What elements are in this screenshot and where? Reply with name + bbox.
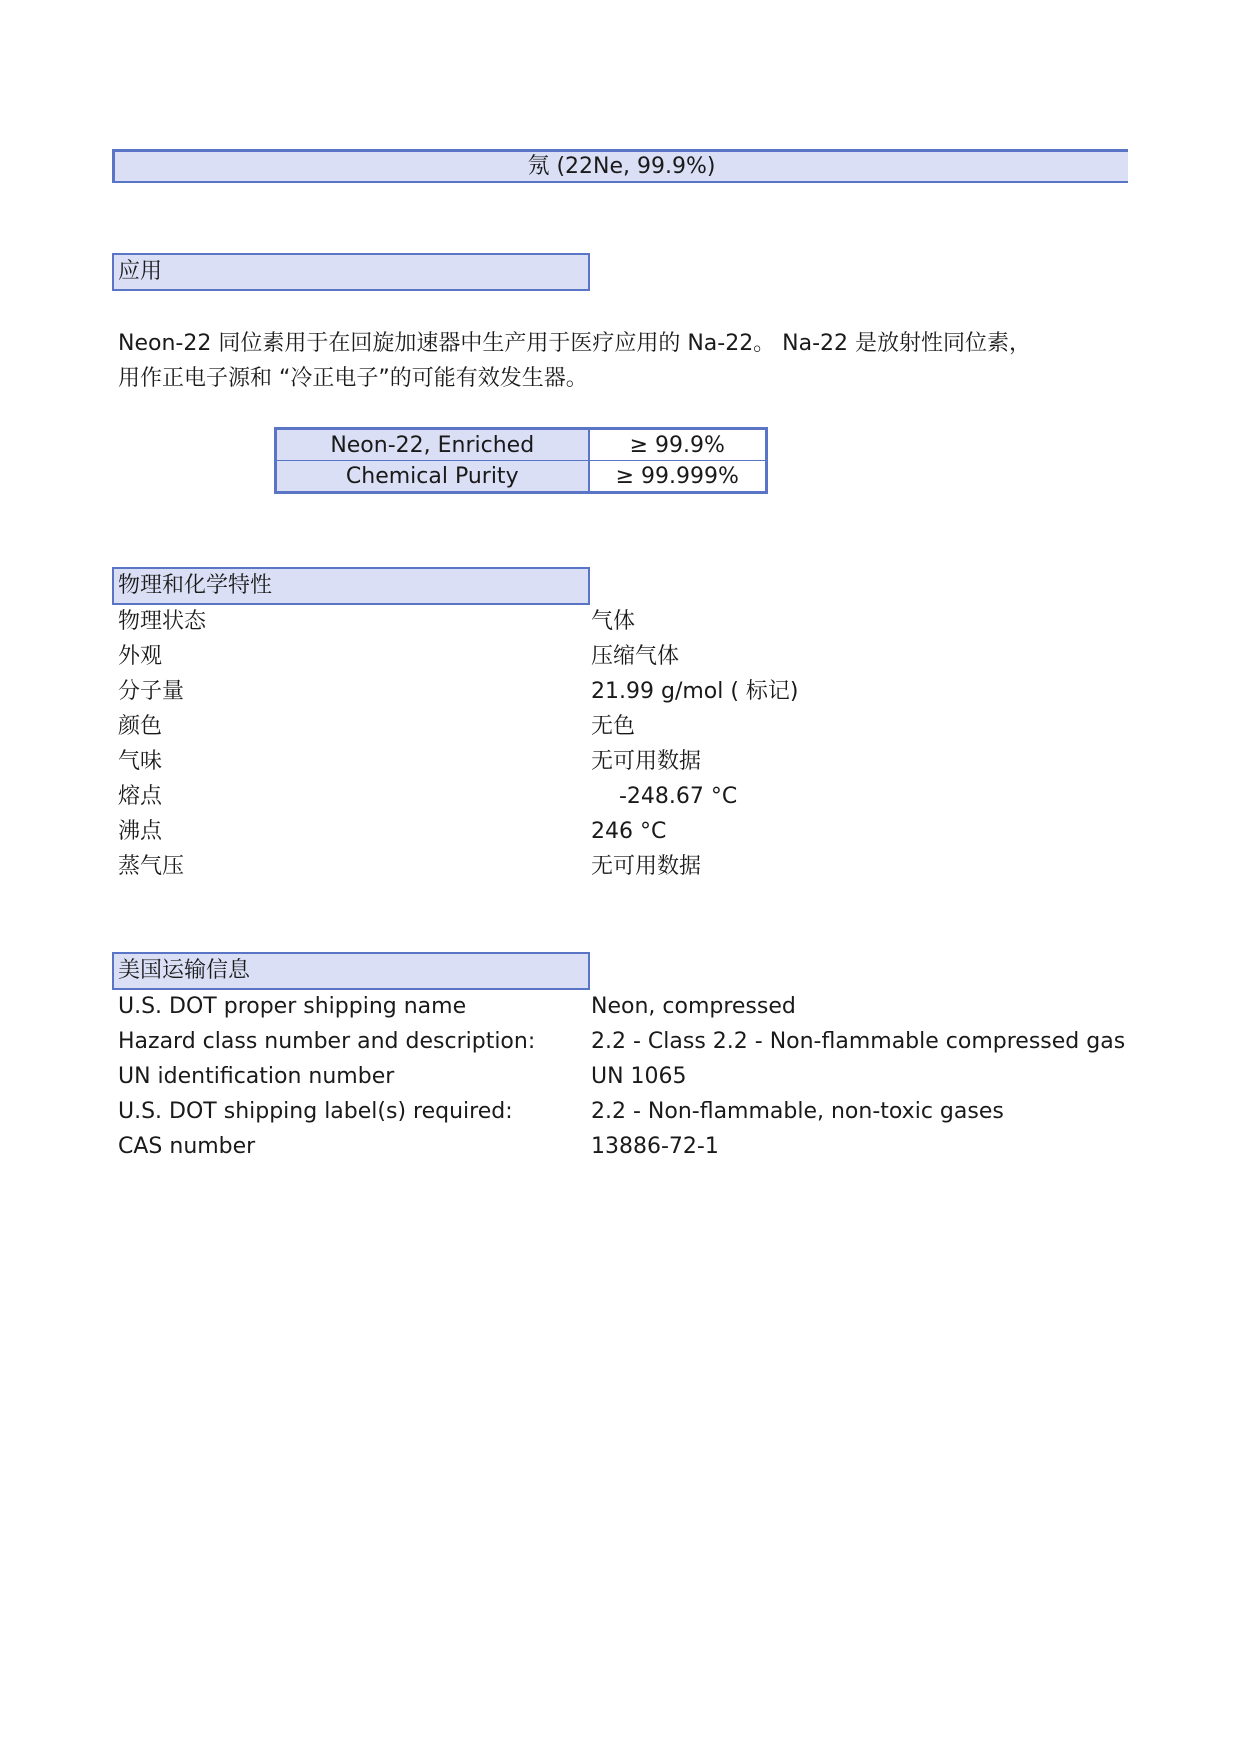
property-value: 压缩气体 xyxy=(591,644,680,669)
property-key: 颜色 xyxy=(118,714,163,739)
property-row xyxy=(118,674,1134,709)
property-row xyxy=(118,814,1134,849)
property-value: 无可用数据 xyxy=(591,854,702,879)
shipping-key: Hazard class number and description: xyxy=(118,1029,536,1054)
property-row xyxy=(118,604,1134,639)
shipping-value: 2.2 - Class 2.2 - Non-flammable compressed gas xyxy=(591,1029,1126,1054)
property-key: 分子量 xyxy=(118,679,185,704)
properties-list xyxy=(118,604,1134,884)
property-key: 外观 xyxy=(118,644,163,669)
shipping-header: 美国运输信息 xyxy=(112,952,590,990)
spec-row xyxy=(276,461,767,493)
shipping-value: UN 1065 xyxy=(591,1064,687,1089)
shipping-list xyxy=(118,989,1134,1164)
shipping-key: UN identification number xyxy=(118,1064,395,1089)
spec-label: Chemical Purity xyxy=(276,461,589,493)
shipping-key: U.S. DOT proper shipping name xyxy=(118,994,467,1019)
property-row xyxy=(118,744,1134,779)
applications-header: 应用 xyxy=(112,253,590,291)
shipping-value: 13886-72-1 xyxy=(591,1134,719,1159)
shipping-row xyxy=(118,1024,1134,1059)
shipping-key: CAS number xyxy=(118,1134,256,1159)
property-key: 蒸气压 xyxy=(118,854,185,879)
applications-text: Neon-22 同位素用于在回旋加速器中生产用于医疗应用的 Na-22。 Na-22 是放射性同位素， 用作正电子源和 “冷正电子”的可能有效发生器。 xyxy=(118,331,1032,391)
property-key: 熔点 xyxy=(118,784,163,809)
document-title: 氖 (22Ne, 99.9%) xyxy=(112,149,1128,183)
spec-value: ≥ 99.999% xyxy=(589,461,767,493)
property-row xyxy=(118,849,1134,884)
property-value: 气体 xyxy=(591,609,636,634)
spec-row xyxy=(276,429,767,461)
property-value: 21.99 g/mol ( 标记) xyxy=(591,679,799,704)
property-row xyxy=(118,709,1134,744)
shipping-key: U.S. DOT shipping label(s) required: xyxy=(118,1099,513,1124)
spec-label: Neon-22, Enriched xyxy=(276,429,589,461)
property-key: 沸点 xyxy=(118,819,163,844)
property-value: 无色 xyxy=(591,714,636,739)
properties-header: 物理和化学特性 xyxy=(112,567,590,605)
property-key: 物理状态 xyxy=(118,609,207,634)
property-value: -248.67 °C xyxy=(591,784,738,809)
shipping-value: Neon, compressed xyxy=(591,994,796,1019)
spec-table xyxy=(274,427,768,494)
shipping-value: 2.2 - Non-flammable, non-toxic gases xyxy=(591,1099,1004,1124)
property-row xyxy=(118,639,1134,674)
property-value: 无可用数据 xyxy=(591,749,702,774)
shipping-row xyxy=(118,1094,1134,1129)
spec-value: ≥ 99.9% xyxy=(589,429,767,461)
property-row xyxy=(118,779,1134,814)
property-key: 气味 xyxy=(118,749,163,774)
property-value: 246 °C xyxy=(591,819,667,844)
shipping-row xyxy=(118,1059,1134,1094)
shipping-row xyxy=(118,989,1134,1024)
shipping-row xyxy=(118,1129,1134,1164)
